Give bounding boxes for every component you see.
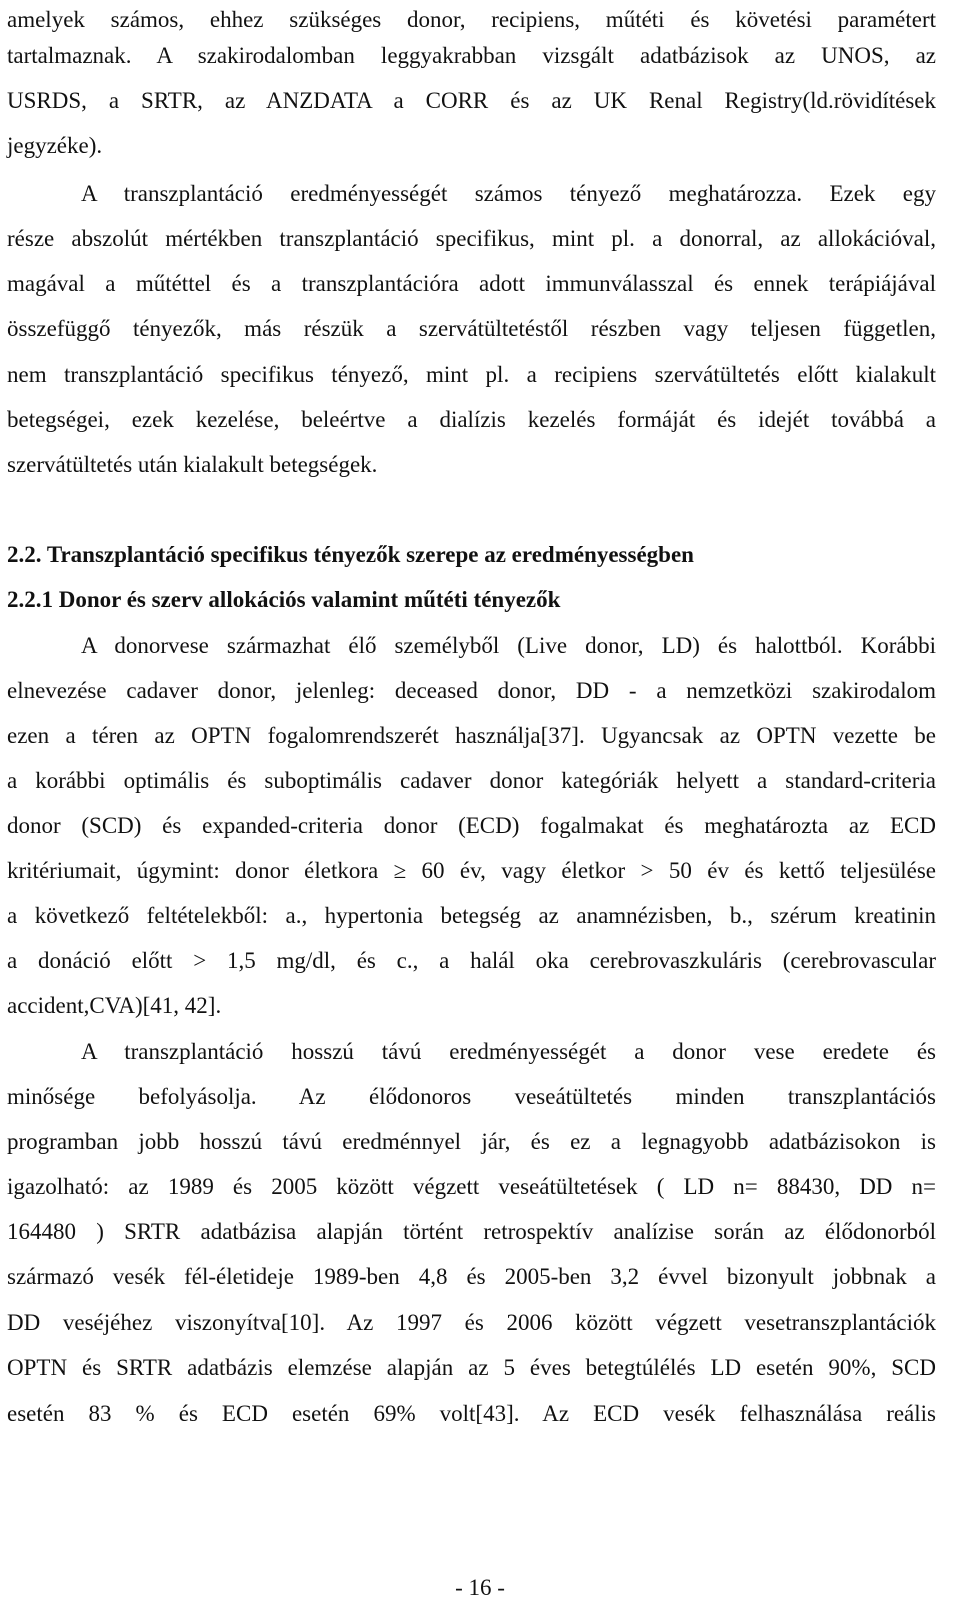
text-line: A donorvese származhat élő személyből (Live donor, LD) és halottból. Korábbi bbox=[81, 633, 936, 658]
subsection-heading: 2.2.1 Donor és szerv allokációs valamint műtéti tényezők bbox=[7, 587, 561, 612]
text-line: kritériumait, úgymint: donor életkora ≥ 60 év, vagy életkor > 50 év és kettő teljesülése bbox=[7, 858, 936, 883]
text-line: származó vesék fél-életideje 1989-ben 4,8 és 2005-ben 3,2 évvel bizonyult jobbnak a bbox=[7, 1264, 936, 1289]
text-line: esetén 83 % és ECD esetén 69% volt[43]. Az ECD vesék felhasználása reális bbox=[7, 1401, 936, 1426]
text-line: A transzplantáció eredményességét számos tényező meghatározza. Ezek egy bbox=[81, 181, 936, 206]
text-line: programban jobb hosszú távú eredménnyel jár, és ez a legnagyobb adatbázisokon is bbox=[7, 1129, 936, 1154]
text-line: ezen a téren az OPTN fogalomrendszerét használja[37]. Ugyancsak az OPTN vezette be bbox=[7, 723, 936, 748]
text-line: része abszolút mértékben transzplantáció specifikus, mint pl. a donorral, az allokációval, bbox=[7, 226, 936, 251]
page-number: - 16 - bbox=[455, 1575, 505, 1600]
text-line: szervátültetés után kialakult betegségek. bbox=[7, 452, 378, 477]
text-line: összefüggő tényezők, más részük a szervátültetéstől részben vagy teljesen független, bbox=[7, 316, 936, 341]
text-line: jegyzéke). bbox=[7, 133, 103, 158]
text-line: amelyek számos, ehhez szükséges donor, recipiens, műtéti és követési paramétert bbox=[7, 7, 936, 32]
section-heading: 2.2. Transzplantáció specifikus tényezők szerepe az eredményességben bbox=[7, 542, 694, 567]
text-line: a következő feltételekből: a., hypertonia betegség az anamnézisben, b., szérum kreatinin bbox=[7, 903, 936, 928]
text-line: tartalmaznak. A szakirodalomban leggyakrabban vizsgált adatbázisok az UNOS, az bbox=[7, 43, 936, 68]
text-line: igazolható: az 1989 és 2005 között végzett veseátültetések ( LD n= 88430, DD n= bbox=[7, 1174, 936, 1199]
text-line: 164480 ) SRTR adatbázisa alapján történt retrospektív analízise során az élődonorból bbox=[7, 1219, 936, 1244]
text-line: nem transzplantáció specifikus tényező, mint pl. a recipiens szervátültetés előtt kialakult bbox=[7, 362, 936, 387]
text-line: accident,CVA)[41, 42]. bbox=[7, 993, 222, 1018]
text-line: A transzplantáció hosszú távú eredményességét a donor vese eredete és bbox=[81, 1039, 936, 1064]
text-line: betegségei, ezek kezelése, beleértve a dialízis kezelés formáját és idejét továbbá a bbox=[7, 407, 936, 432]
text-line: elnevezése cadaver donor, jelenleg: deceased donor, DD - a nemzetközi szakirodalom bbox=[7, 678, 936, 703]
text-line: magával a műtéttel és a transzplantációra adott immunválasszal és ennek terápiájával bbox=[7, 271, 936, 296]
text-line: DD veséjéhez viszonyítva[10]. Az 1997 és 2006 között végzett vesetranszplantációk bbox=[7, 1310, 936, 1335]
text-line: a korábbi optimális és suboptimális cadaver donor kategóriák helyett a standard-criteria bbox=[7, 768, 936, 793]
text-line: donor (SCD) és expanded-criteria donor (ECD) fogalmakat és meghatározta az ECD bbox=[7, 813, 936, 838]
text-line: USRDS, a SRTR, az ANZDATA a CORR és az UK Renal Registry(ld.rövidítések bbox=[7, 88, 936, 113]
text-line: a donáció előtt > 1,5 mg/dl, és c., a halál oka cerebrovaszkuláris (cerebrovascular bbox=[7, 948, 936, 973]
text-line: OPTN és SRTR adatbázis elemzése alapján az 5 éves betegtúlélés LD esetén 90%, SCD bbox=[7, 1355, 936, 1380]
text-line: minősége befolyásolja. Az élődonoros veseátültetés minden transzplantációs bbox=[7, 1084, 936, 1109]
